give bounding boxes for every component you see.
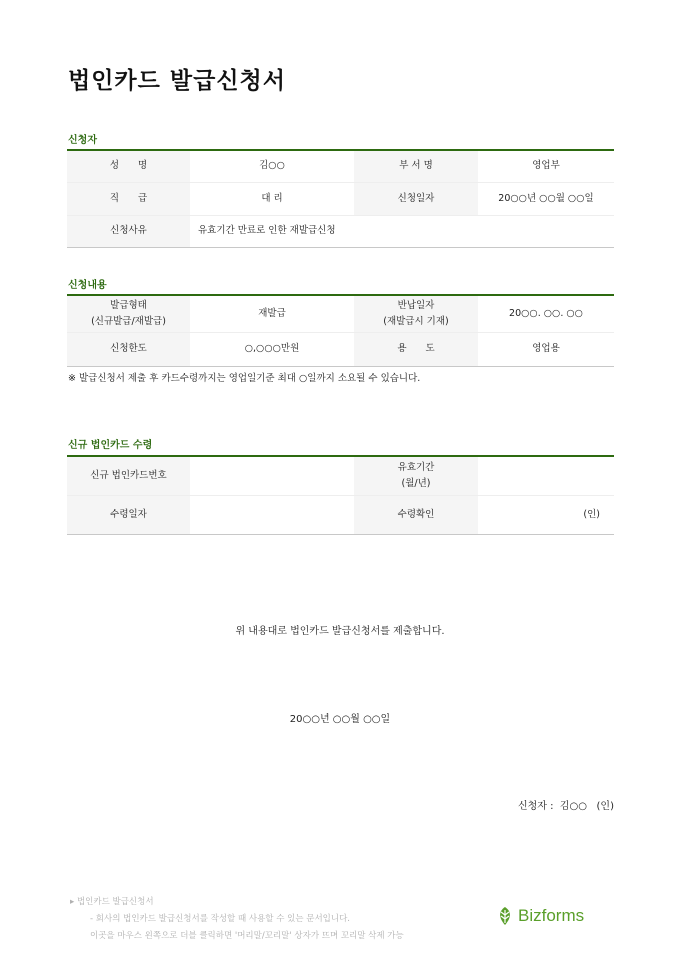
reason-value[interactable]: 유효기간 만료로 인한 재발급신청 [198,225,336,236]
request-date-value[interactable]: 20○○년 ○○월 ○○일 [478,182,614,215]
return-date-label-line2: (재발급시 기재) [383,315,449,327]
card-number-label: 신규 법인카드번호 [67,456,190,495]
card-number-value[interactable] [190,456,354,495]
brand-name: Bizforms [518,906,585,925]
footer-line-1: ▸ 법인카드 발급신청서 [70,897,154,907]
declaration-text: 위 내용대로 법인카드 발급신청서를 제출합니다. [235,626,445,637]
signature-date: 20○○년 ○○월 ○○일 [289,714,391,725]
applicant-table [67,149,614,248]
return-date-label [354,295,478,332]
reason-label: 신청사유 [67,215,190,247]
footer-line-2: - 회사의 법인카드 발급신청서를 작성할 때 사용할 수 있는 문서입니다. [90,914,350,924]
request-date-label: 신청일자 [354,182,478,215]
receipt-confirm-seal[interactable]: (인) [583,508,600,520]
issue-type-value[interactable]: 재발급 [190,295,354,332]
signature-name: 김○○ [559,801,587,812]
request-table [67,294,614,367]
footer-line-3[interactable]: 이곳을 마우스 왼쪽으로 더블 클릭하면 '머리말/꼬리말' 상자가 뜨며 꼬리말 삭제 가능 [90,931,404,941]
signature-label: 신청자 : [517,801,554,812]
received-date-label: 수령일자 [67,495,190,534]
dept-label: 부 서 명 [354,150,478,182]
receipt-table [67,455,614,535]
usage-value[interactable]: 영업용 [532,343,560,354]
expiry-label [354,456,478,495]
footer-notes [70,894,404,945]
name-label: 성 명 [67,150,190,182]
received-date-value[interactable] [190,495,354,534]
return-date-value[interactable]: 20○○. ○○. ○○ [478,295,614,332]
request-section-heading: 신청내용 [68,280,107,291]
name-value[interactable]: 김○○ [190,150,354,182]
position-value[interactable]: 대 리 [190,182,354,215]
receipt-section-heading: 신규 법인카드 수령 [68,440,153,451]
signature-seal: (인) [596,801,614,812]
receipt-confirm-label: 수령확인 [354,495,478,534]
position-label: 직 급 [67,182,190,215]
issue-type-label-line1: 발급형태 [110,299,147,311]
issue-type-label [67,295,190,332]
expiry-label-line1: 유효기간 [397,461,435,473]
leaf-icon [496,906,514,926]
bizforms-logo [496,906,584,926]
processing-note: ※ 발급신청서 제출 후 카드수령까지는 영업일기준 최대 ○일까지 소요될 수 있습니다. [68,373,421,384]
usage-label: 용 도 [354,332,478,366]
issue-type-label-line2: (신규발급/재발급) [91,315,166,327]
applicant-section-heading: 신청자 [68,135,97,146]
limit-value[interactable]: ○,○○○만원 [244,343,300,354]
expiry-value[interactable] [478,456,614,495]
page-title: 법인카드 발급신청서 [68,68,286,94]
applicant-signature [518,797,614,812]
return-date-label-line1: 반납일자 [397,299,435,311]
limit-label: 신청한도 [67,332,190,366]
expiry-label-line2: (월/년) [401,477,431,489]
dept-value[interactable]: 영업부 [478,150,614,182]
